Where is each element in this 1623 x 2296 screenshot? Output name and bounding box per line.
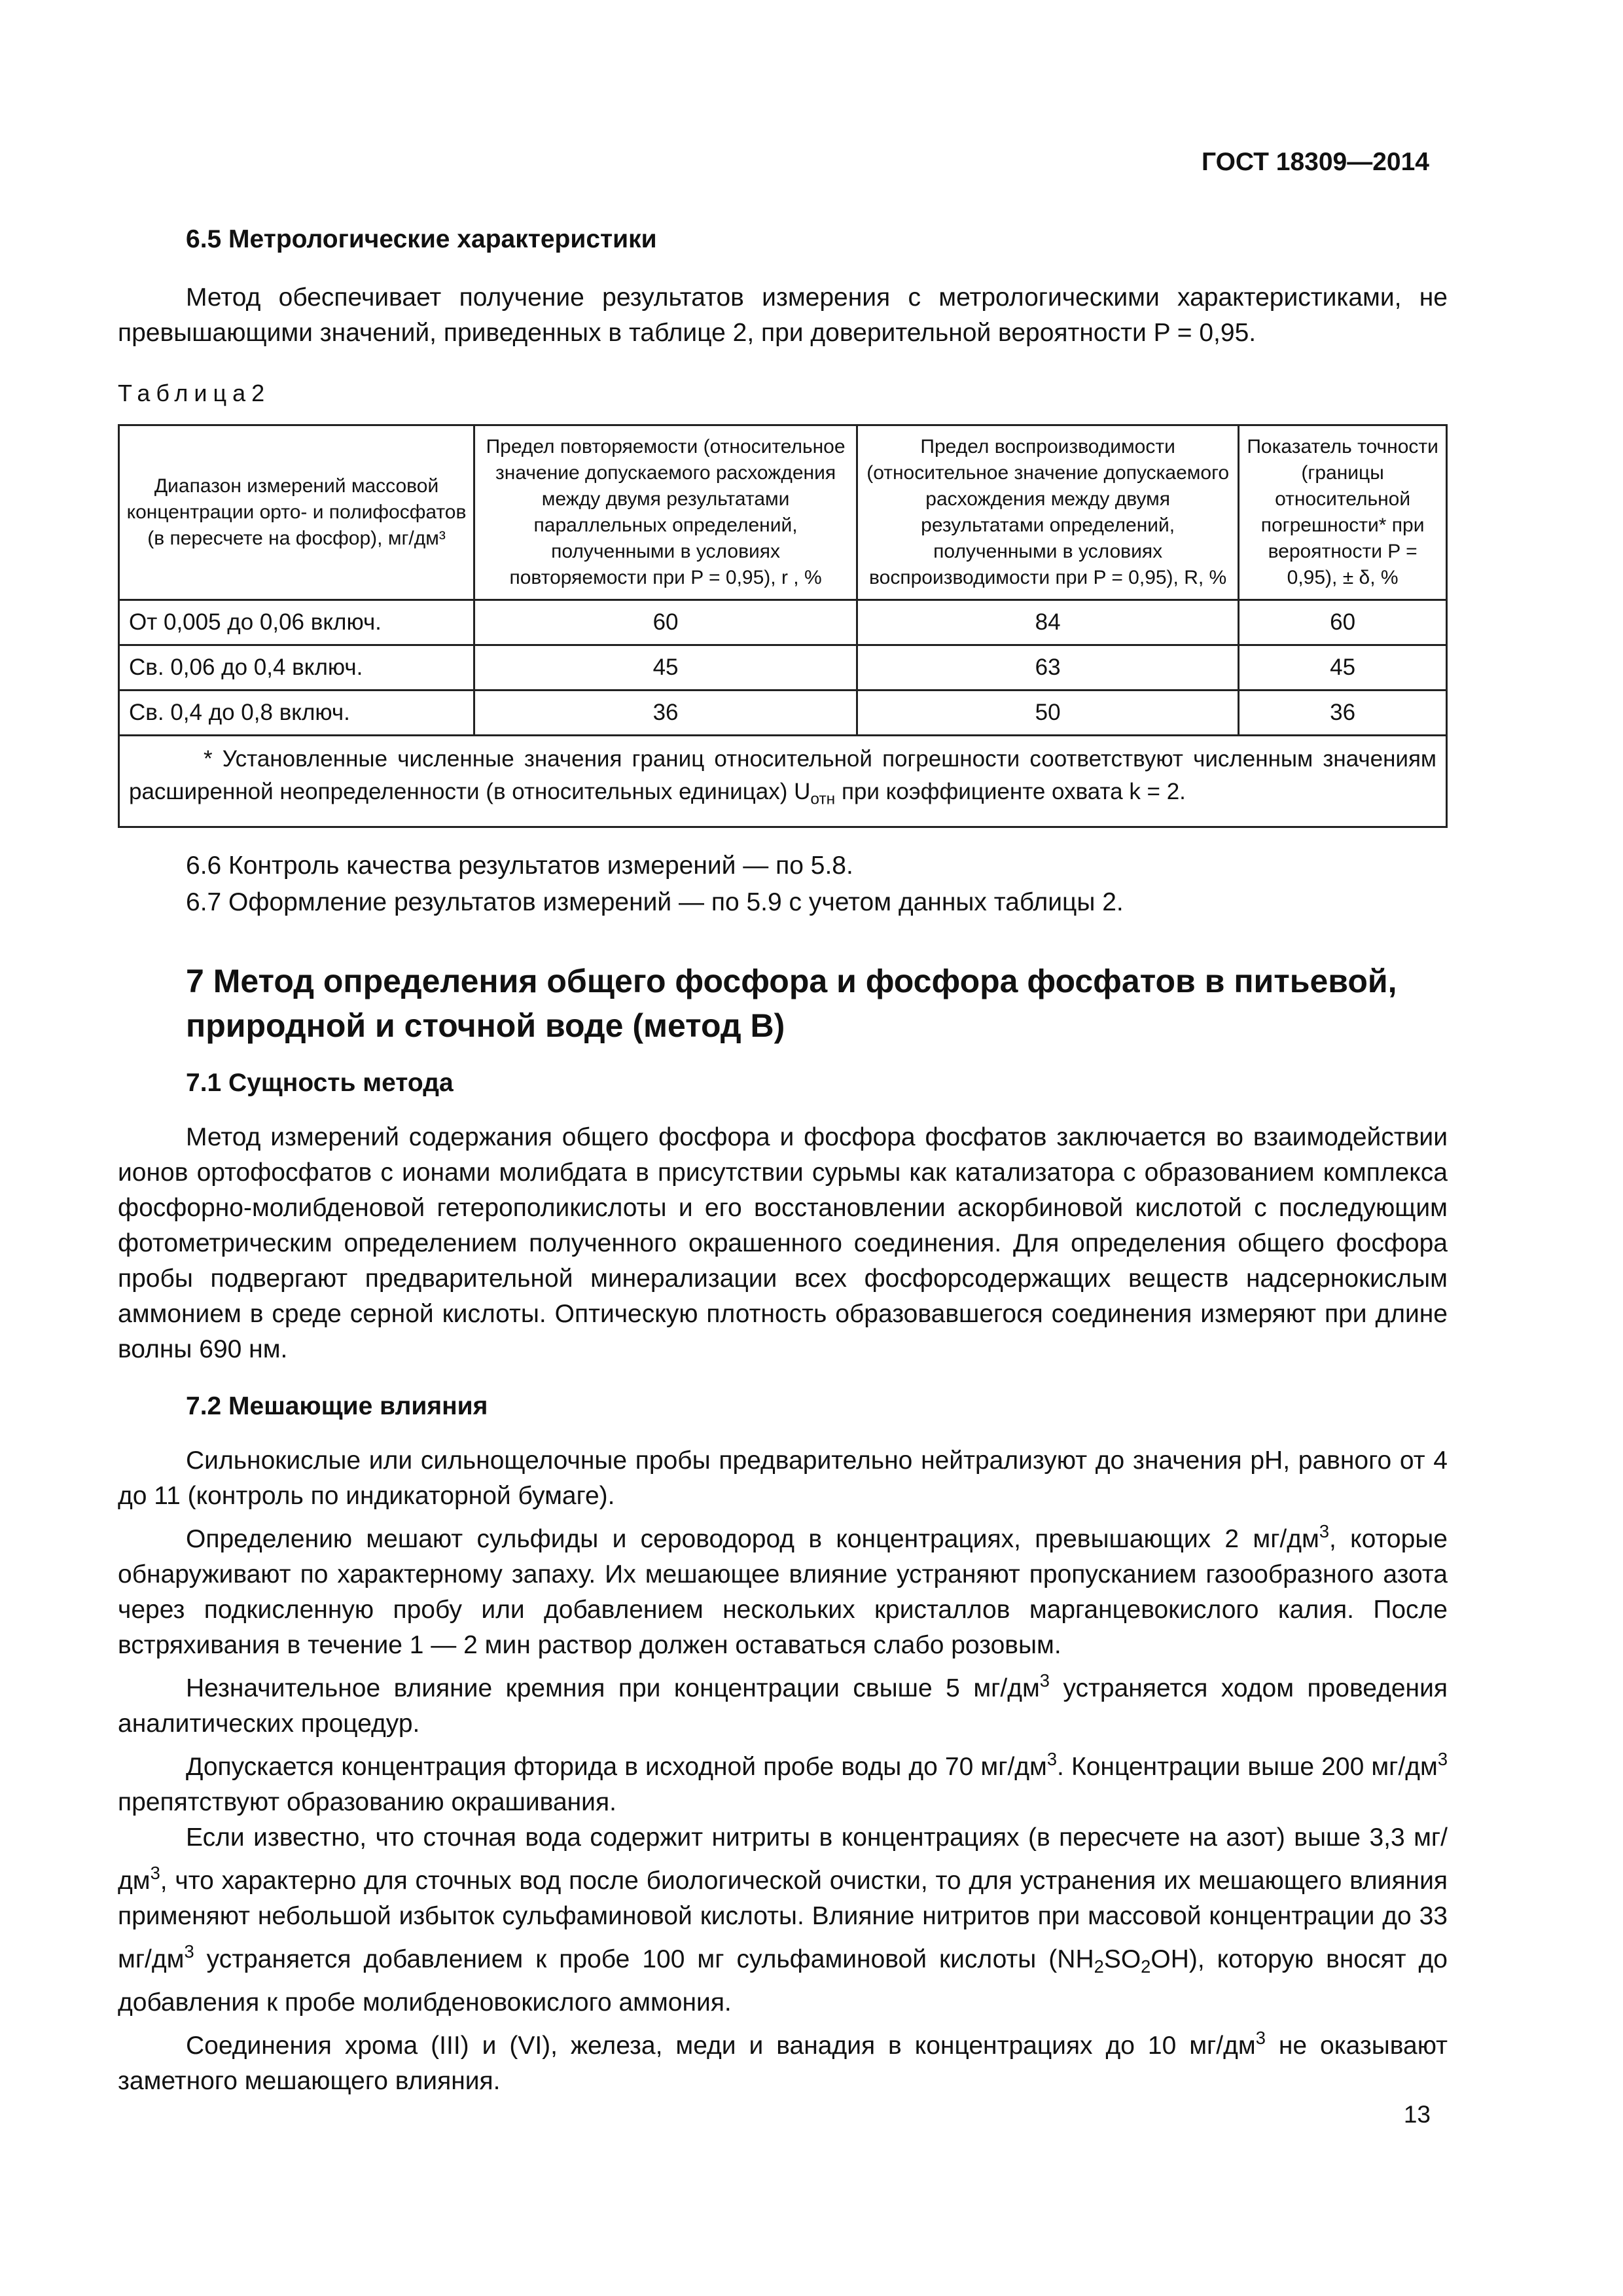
page-number: 13 xyxy=(1403,2101,1431,2128)
cell-range: Св. 0,06 до 0,4 включ. xyxy=(119,645,474,691)
cell-r: 60 xyxy=(474,600,857,645)
table-footnote xyxy=(119,736,1447,827)
section-7-2-heading: 7.2 Мешающие влияния xyxy=(186,1392,488,1421)
standard-code: ГОСТ 18309—2014 xyxy=(1202,148,1429,176)
footnote-subscript: отн xyxy=(810,790,836,808)
section-7-2-p2: Определению мешают сульфиды и сероводород в концентрациях, превышающих 2 $мг/дм^3$, которые обнаруживают по характерному запаху. Их мешающее влияние устраняют пропусканием газообразного азота через подкисленную пробу или добавлением нескольких кристаллов марганцевокислого калия. После встряхивания в течение 1 — 2 мин раствор должен оставаться слабо розовым. xyxy=(118,1521,1448,1660)
section-7-1-heading: 7.1 Сущность метода xyxy=(186,1069,454,1098)
cell-r: 45 xyxy=(474,645,857,691)
section-6-5-heading: 6.5 Метрологические характеристики xyxy=(186,225,657,253)
header-range: Диапазон измерений массовой концентрации орто- и полифосфатов (в пересчете на фосфор), мг/дм³ xyxy=(119,425,474,600)
section-6-5-paragraph: Метод обеспечивает получение результатов измерения с метрологическими характеристиками, не превышающими значений, приведенных в таблице 2, при доверительной вероятности P = 0,95. xyxy=(118,283,1448,347)
cell-R: 50 xyxy=(857,691,1239,736)
section-6-6: 6.6 Контроль качества результатов измерений — по 5.8. xyxy=(186,852,853,880)
footnote-text: * Установленные численные значения границ относительной погрешности соответствуют численным значениям расширенной неопределенности (в относительных единицах) U xyxy=(129,746,1436,804)
section-7-2-p6: Соединения хрома (III) и (VI), железа, меди и ванадия в концентрациях до 10 $мг/дм^3$ не оказывают заметного мешающего влияния. xyxy=(118,2027,1448,2095)
table-caption: Таблица2 xyxy=(118,380,271,406)
cell-r: 36 xyxy=(474,691,857,736)
cell-R: 84 xyxy=(857,600,1239,645)
section-7-1-paragraph: Метод измерений содержания общего фосфора и фосфора фосфатов заключается во взаимодействии ионов ортофосфатов с ионами молибдата в присутствии сурьмы как катализатора с образованием комплекса фосфорно-молибденовой гетерополикислоты и его восстановлении аскорбиновой кислотой с последующим фотометрическим определением полученного окрашенного соединения. Для определения общего фосфора пробы подвергают предварительной минерализации всех фосфорсодержащих веществ надсернокислым аммонием в среде серной кислоты. Оптическую плотность образовавшегося соединения измеряют при длине волны 690 нм. xyxy=(118,1123,1448,1364)
page-content xyxy=(118,220,1448,2099)
table-row xyxy=(119,645,1447,691)
table-header-row xyxy=(119,425,1447,600)
table-row xyxy=(119,691,1447,736)
header-accuracy: Показатель точности (границы относительной погрешности* при вероятности P = 0,95), ± δ, % xyxy=(1239,425,1447,600)
section-7-heading-line2: природной и сточной воде (метод В) xyxy=(186,1007,785,1045)
section-6-7: 6.7 Оформление результатов измерений — по 5.9 с учетом данных таблицы 2. xyxy=(186,888,1124,917)
table-footnote-row xyxy=(119,736,1447,827)
cell-range: Св. 0,4 до 0,8 включ. xyxy=(119,691,474,736)
section-7-2-p3: Незначительное влияние кремния при концентрации свыше 5 $мг/дм^3$ устраняется ходом проведения аналитических процедур. xyxy=(118,1670,1448,1738)
cell-R: 63 xyxy=(857,645,1239,691)
section-7-2-p1: Сильнокислые или сильнощелочные пробы предварительно нейтрализуют до значения pH, равного от 4 до 11 (контроль по индикаторной бумаге). xyxy=(118,1446,1448,1511)
cell-delta: 60 xyxy=(1239,600,1447,645)
section-7-2-p4: Допускается концентрация фторида в исходной пробе воды до 70 $мг/дм^3$. Концентрации выше 200 $мг/дм^3$ препятствуют образованию окрашивания. xyxy=(118,1749,1448,1817)
section-7-heading xyxy=(118,959,1448,1048)
cell-range: От 0,005 до 0,06 включ. xyxy=(119,600,474,645)
cell-delta: 45 xyxy=(1239,645,1447,691)
header-reproducibility: Предел воспроизводимости (относительное значение допускаемого расхождения между двумя результатами определений, полученными в условиях воспроизводимости при P = 0,95), R, % xyxy=(857,425,1239,600)
header-repeatability: Предел повторяемости (относительное значение допускаемого расхождения между двумя результатами параллельных определений, полученными в условиях повторяемости при P = 0,95), r , % xyxy=(474,425,857,600)
section-7-2-p5: Если известно, что сточная вода содержит нитриты в концентрациях (в пересчете на азот) выше 3,3 $мг/дм^3$, что характерно для сточных вод после биологической очистки, то для устранения их мешающего влияния применяют небольшой избыток сульфаминовой кислоты. Влияние нитритов при массовой концентрации до 33 $мг/дм^3$ устраняется добавлением к пробе 100 мг сульфаминовой кислоты $(NH_2SO_2OH)$, которую вносят до добавления к пробе молибденовокислого аммония. xyxy=(118,1823,1448,2017)
table-2 xyxy=(118,424,1448,828)
section-7-heading-line1: 7 Метод определения общего фосфора и фосфора фосфатов в питьевой, xyxy=(186,963,1397,1000)
footnote-text-end: при коэффициенте охвата k = 2. xyxy=(835,779,1186,804)
cell-delta: 36 xyxy=(1239,691,1447,736)
table-row xyxy=(119,600,1447,645)
